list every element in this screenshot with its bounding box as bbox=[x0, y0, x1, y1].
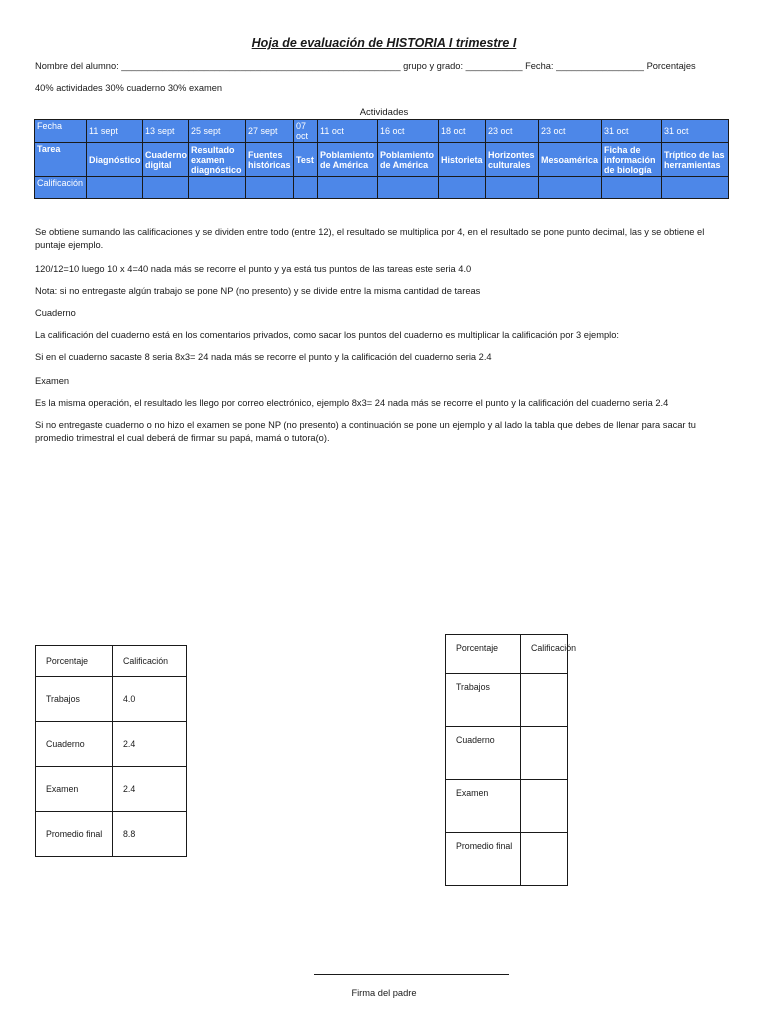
grade-input-cell[interactable] bbox=[521, 833, 568, 886]
row-label: Examen bbox=[446, 780, 521, 833]
activity-task: Ficha de información de biología bbox=[602, 143, 662, 177]
table-row bbox=[36, 812, 187, 857]
row-label: Cuaderno bbox=[36, 722, 113, 767]
row-label-fecha: Fecha bbox=[35, 120, 87, 143]
table-row bbox=[36, 677, 187, 722]
table-row bbox=[36, 722, 187, 767]
activity-task: Mesoamérica bbox=[539, 143, 602, 177]
row-label: Examen bbox=[36, 767, 113, 812]
table-row bbox=[446, 635, 568, 674]
grade-input-cell[interactable] bbox=[521, 674, 568, 727]
activity-date: 23 oct bbox=[539, 120, 602, 143]
instruction-paragraph: 120/12=10 luego 10 x 4=40 nada más se recorre el punto y ya está tus puntos de las tareas este seria 4.0 bbox=[35, 264, 472, 274]
row-label-tarea: Tarea bbox=[35, 143, 87, 177]
header-cell: Calificación bbox=[521, 635, 568, 674]
grade-cell[interactable] bbox=[602, 177, 662, 199]
grade-cell[interactable] bbox=[662, 177, 729, 199]
activity-date: 31 oct bbox=[662, 120, 729, 143]
example-grade-table bbox=[35, 645, 187, 857]
activity-date: 31 oct bbox=[602, 120, 662, 143]
table-row bbox=[446, 833, 568, 886]
student-info-line: Nombre del alumno: ______________________________________________________ grupo y grado: ___________ Fecha: _________________ Porcentajes bbox=[35, 61, 696, 71]
grade-cell[interactable] bbox=[143, 177, 189, 199]
instruction-paragraph: Si no entregaste cuaderno o no hizo el examen se pone NP (no presento) a continuación se pone un ejemplo y al lado la tabla que debes de llenar para sacar tu promedio trimestral el cual deberá de firmar su papá, mamá o tutora(o). bbox=[35, 420, 696, 443]
date-row bbox=[35, 120, 729, 143]
row-label: Promedio final bbox=[36, 812, 113, 857]
row-label: Trabajos bbox=[36, 677, 113, 722]
grade-cell[interactable] bbox=[318, 177, 378, 199]
activity-date: 27 sept bbox=[246, 120, 294, 143]
grade-value: 2.4 bbox=[113, 767, 187, 812]
grade-cell[interactable] bbox=[294, 177, 318, 199]
row-label: Trabajos bbox=[446, 674, 521, 727]
activities-table bbox=[34, 119, 729, 199]
instruction-paragraph: Es la misma operación, el resultado les llego por correo electrónico, ejemplo 8x3= 24 nada más se recorre el punto y la calificación del cuaderno seria 2.4 bbox=[35, 398, 669, 408]
activity-task: Horizontes culturales bbox=[486, 143, 539, 177]
task-row bbox=[35, 143, 729, 177]
activity-task: Tríptico de las herramientas bbox=[662, 143, 729, 177]
section-heading-examen: Examen bbox=[35, 376, 70, 386]
grade-input-cell[interactable] bbox=[521, 727, 568, 780]
grade-cell[interactable] bbox=[439, 177, 486, 199]
grade-value: 4.0 bbox=[113, 677, 187, 722]
activity-task: Historieta bbox=[439, 143, 486, 177]
grade-cell[interactable] bbox=[189, 177, 246, 199]
table-row bbox=[446, 674, 568, 727]
signature-line bbox=[314, 974, 509, 975]
activity-task: Poblamiento de América bbox=[378, 143, 439, 177]
activity-date: 07 oct bbox=[294, 120, 318, 143]
activity-task: Fuentes históricas bbox=[246, 143, 294, 177]
instruction-paragraph: Si en el cuaderno sacaste 8 seria 8x3= 24 nada más se recorre el punto y la calificación del cuaderno seria 2.4 bbox=[35, 352, 492, 362]
row-label: Promedio final bbox=[446, 833, 521, 886]
activity-date: 13 sept bbox=[143, 120, 189, 143]
header-cell: Porcentaje bbox=[36, 646, 113, 677]
table-row bbox=[446, 780, 568, 833]
header-cell: Calificación bbox=[113, 646, 187, 677]
activity-date: 11 oct bbox=[318, 120, 378, 143]
page-title: Hoja de evaluación de HISTORIA I trimestre I bbox=[251, 36, 517, 50]
table-row bbox=[36, 767, 187, 812]
activity-date: 11 sept bbox=[87, 120, 143, 143]
grade-input-cell[interactable] bbox=[521, 780, 568, 833]
grade-cell[interactable] bbox=[246, 177, 294, 199]
activity-task: Resultado examen diagnóstico bbox=[189, 143, 246, 177]
table-row bbox=[36, 646, 187, 677]
activity-date: 23 oct bbox=[486, 120, 539, 143]
activity-task: Diagnóstico bbox=[87, 143, 143, 177]
grade-cell[interactable] bbox=[87, 177, 143, 199]
activity-date: 16 oct bbox=[378, 120, 439, 143]
activity-task: Cuaderno digital bbox=[143, 143, 189, 177]
activity-date: 25 sept bbox=[189, 120, 246, 143]
row-label: Cuaderno bbox=[446, 727, 521, 780]
weights-text: 40% actividades 30% cuaderno 30% examen bbox=[35, 83, 223, 93]
activity-task: Test bbox=[294, 143, 318, 177]
activities-caption: Actividades bbox=[359, 107, 409, 118]
grade-cell[interactable] bbox=[378, 177, 439, 199]
instruction-paragraph: Se obtiene sumando las calificaciones y se dividen entre todo (entre 12), el resultado se multiplica por 4, en el resultado se pone punto decimal, las y se obtiene el puntaje ejemplo. bbox=[35, 227, 705, 250]
activity-task: Poblamiento de América bbox=[318, 143, 378, 177]
activity-date: 18 oct bbox=[439, 120, 486, 143]
grade-value: 2.4 bbox=[113, 722, 187, 767]
grade-cell[interactable] bbox=[486, 177, 539, 199]
instruction-paragraph: Nota: si no entregaste algún trabajo se pone NP (no presento) y se divide entre la misma cantidad de tareas bbox=[35, 286, 481, 296]
blank-grade-table bbox=[445, 634, 576, 886]
instruction-paragraph: La calificación del cuaderno está en los comentarios privados, como sacar los puntos del cuaderno es multiplicar la calificación por 3 ejemplo: bbox=[35, 330, 619, 340]
row-label-calificacion: Calificación bbox=[35, 177, 87, 199]
grade-row bbox=[35, 177, 729, 199]
table-row bbox=[446, 727, 568, 780]
section-heading-cuaderno: Cuaderno bbox=[35, 308, 76, 318]
signature-label: Firma del padre bbox=[351, 988, 417, 998]
header-cell: Porcentaje bbox=[446, 635, 521, 674]
grade-value: 8.8 bbox=[113, 812, 187, 857]
grade-cell[interactable] bbox=[539, 177, 602, 199]
